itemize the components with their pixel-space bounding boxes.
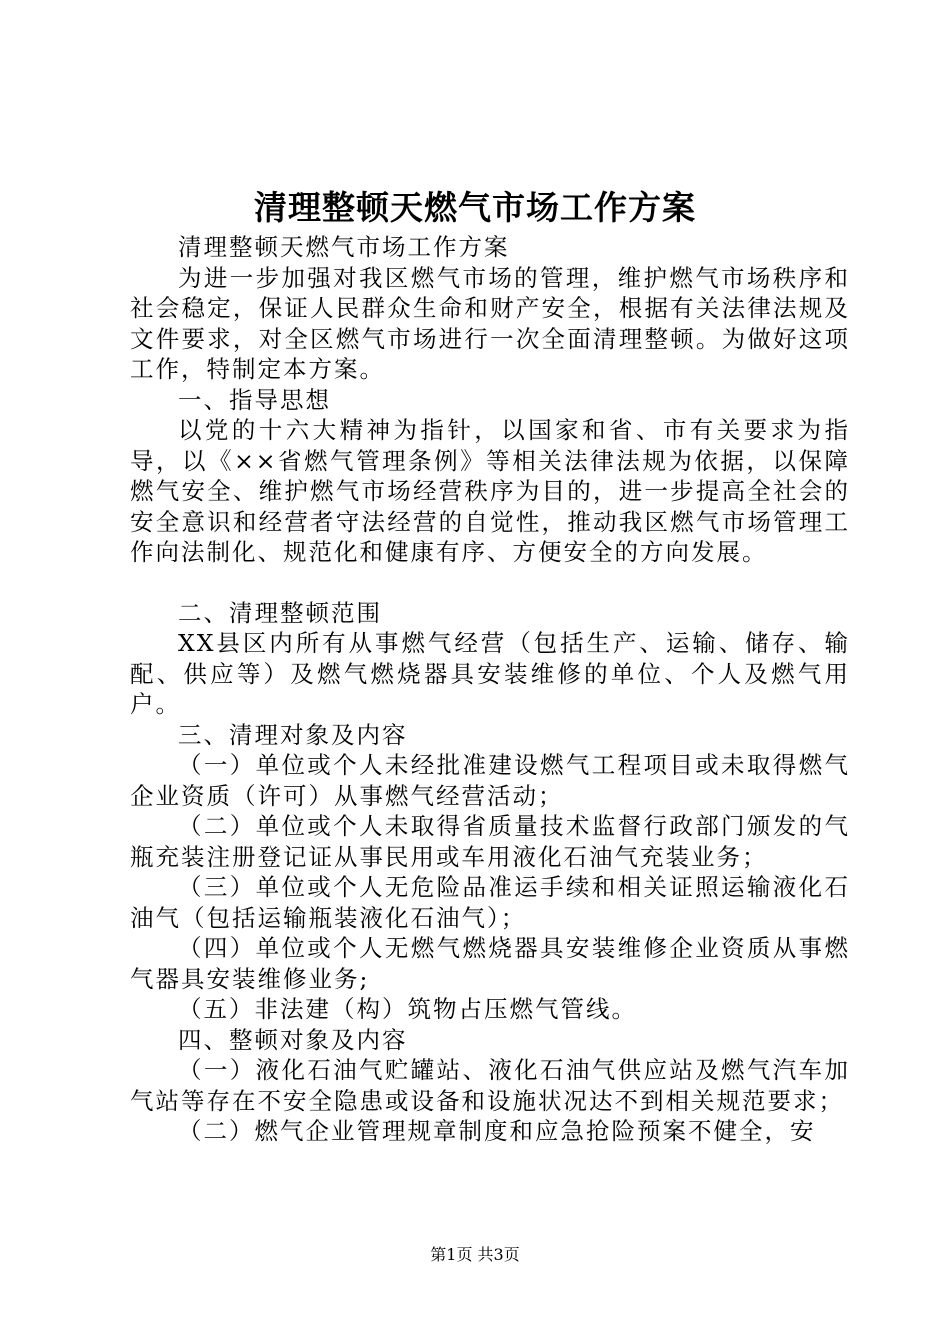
section-heading-cleanup-targets: 三、清理对象及内容 <box>178 720 408 749</box>
paragraph-heading-repeat: 清理整顿天燃气市场工作方案 <box>178 233 510 261</box>
section-heading-rectification-targets: 四、整顿对象及内容 <box>178 1025 408 1054</box>
list-item-cleanup-2: （二）单位或个人未取得省质量技术监督行政部门颁发的气瓶充装注册登记证从事民用或车用液化石油气充装业务； <box>130 812 850 871</box>
list-item-cleanup-4: （四）单位或个人无燃气燃烧器具安装维修企业资质从事燃气器具安装维修业务; <box>130 934 850 993</box>
paragraph-intro: 为进一步加强对我区燃气市场的管理，维护燃气市场秩序和社会稳定，保证人民群众生命和财产安全，根据有关法律法规及文件要求，对全区燃气市场进行一次全面清理整顿。为做好这项工作，特制定本方案。 <box>130 263 850 383</box>
list-item-cleanup-5: （五）非法建（构）筑物占压燃气管线。 <box>178 995 637 1023</box>
list-item-rectification-1: （一）液化石油气贮罐站、液化石油气供应站及燃气汽车加气站等存在不安全隐患或设备和设施状况达不到相关规范要求； <box>130 1056 850 1115</box>
page-number: 第1页 共3页 <box>430 1245 520 1264</box>
document-title: 清理整顿天燃气市场工作方案 <box>254 188 696 227</box>
paragraph-scope: XX县区内所有从事燃气经营（包括生产、运输、储存、输配、供应等）及燃气燃烧器具安装维修的单位、个人及燃气用户。 <box>130 629 850 718</box>
section-heading-scope: 二、清理整顿范围 <box>178 598 382 627</box>
paragraph-guiding-ideology: 以党的十六大精神为指针，以国家和省、市有关要求为指导，以《××省燃气管理条例》等相关法律法规为依据，以保障燃气安全、维护燃气市场经营秩序为目的，进一步提高全社会的安全意识和经营者守法经营的自觉性，推动我区燃气市场管理工作向法制化、规范化和健康有序、方便安全的方向发展。 <box>130 416 850 566</box>
section-heading-guiding-ideology: 一、指导思想 <box>178 385 331 414</box>
list-item-rectification-2: （二）燃气企业管理规章制度和应急抢险预案不健全，安 <box>178 1117 816 1145</box>
list-item-cleanup-3: （三）单位或个人无危险品准运手续和相关证照运输液化石油气（包括运输瓶装液化石油气）； <box>130 873 850 932</box>
document-body <box>130 232 850 1147</box>
list-item-cleanup-1: （一）单位或个人未经批准建设燃气工程项目或未取得燃气企业资质（许可）从事燃气经营活动； <box>130 751 850 810</box>
